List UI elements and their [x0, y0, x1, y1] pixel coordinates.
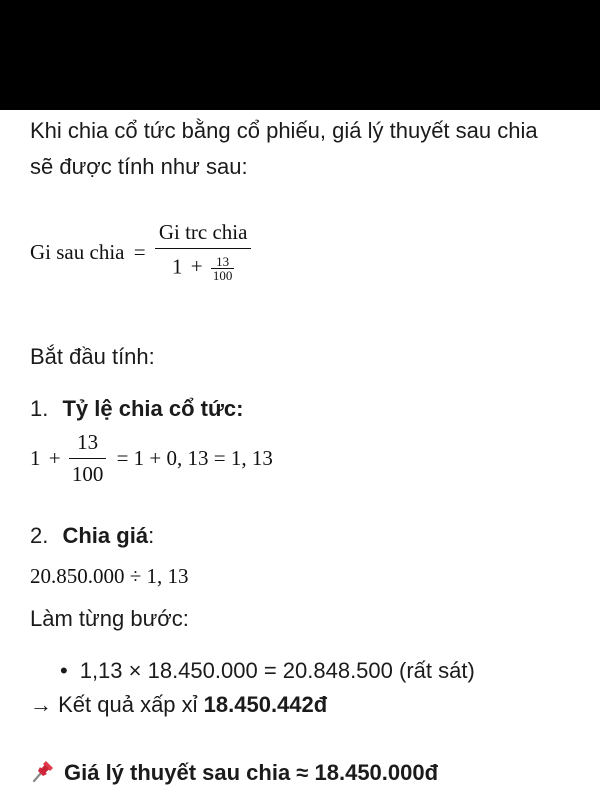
bullet-item: [60, 658, 475, 684]
final-answer: [30, 758, 438, 786]
pushpin-icon: [30, 758, 56, 784]
step-1-math: [30, 432, 273, 485]
intro-line-2: sẽ được tính như sau:: [30, 154, 248, 179]
result-line: [30, 692, 327, 718]
step-2-math: 20.850.000 ÷ 1, 13: [30, 564, 189, 588]
step-1-math-plus: +: [48, 446, 61, 470]
formula-small-fraction: [211, 255, 235, 282]
stepwise-heading: Làm từng bước:: [30, 606, 189, 631]
formula-den-one: 1: [171, 254, 183, 279]
formula-numerator: Gi trc chia: [158, 220, 248, 244]
step-2-number: 2.: [30, 523, 49, 548]
final-value: 18.450.000đ: [314, 760, 439, 785]
step-1-colon: :: [236, 396, 244, 421]
step-1-fraction: [69, 432, 107, 485]
message-content: [0, 110, 600, 800]
bullet-marker: •: [60, 658, 68, 683]
step-2-heading: [30, 523, 154, 549]
step-2-title: Chia giá: [62, 523, 149, 548]
step-1-math-result: = 1 + 0, 13 = 1, 13: [116, 446, 273, 470]
step-1-fraction-denominator: 100: [69, 458, 107, 485]
step-2-colon: :: [148, 523, 155, 548]
result-value: 18.450.442đ: [203, 692, 328, 717]
step-1-heading: [30, 396, 243, 422]
formula-denominator: [155, 248, 252, 282]
start-heading: Bắt đầu tính:: [30, 344, 155, 369]
step-1-math-one: 1: [30, 446, 41, 470]
step-1-number: 1.: [30, 396, 49, 421]
price-formula: [30, 222, 251, 282]
formula-equals: =: [133, 239, 146, 264]
formula-small-denominator: 100: [212, 268, 233, 283]
formula-main-fraction: [155, 222, 252, 282]
top-black-bar: [0, 0, 600, 110]
step-1-fraction-numerator: 13: [77, 430, 99, 454]
formula-small-numerator: 13: [216, 254, 230, 269]
formula-lhs: Gi sau chia: [30, 239, 125, 264]
bullet-text: 1,13 × 18.450.000 = 20.848.500 (rất sát): [79, 658, 475, 683]
intro-line-1: Khi chia cổ tức bằng cổ phiếu, giá lý thuyết sau chia: [30, 118, 538, 143]
result-prefix: → Kết quả xấp xỉ: [30, 692, 204, 717]
formula-den-plus: +: [190, 254, 203, 279]
final-label: Giá lý thuyết sau chia ≈: [64, 760, 315, 785]
step-1-title: Tỷ lệ chia cổ tức: [62, 396, 237, 421]
